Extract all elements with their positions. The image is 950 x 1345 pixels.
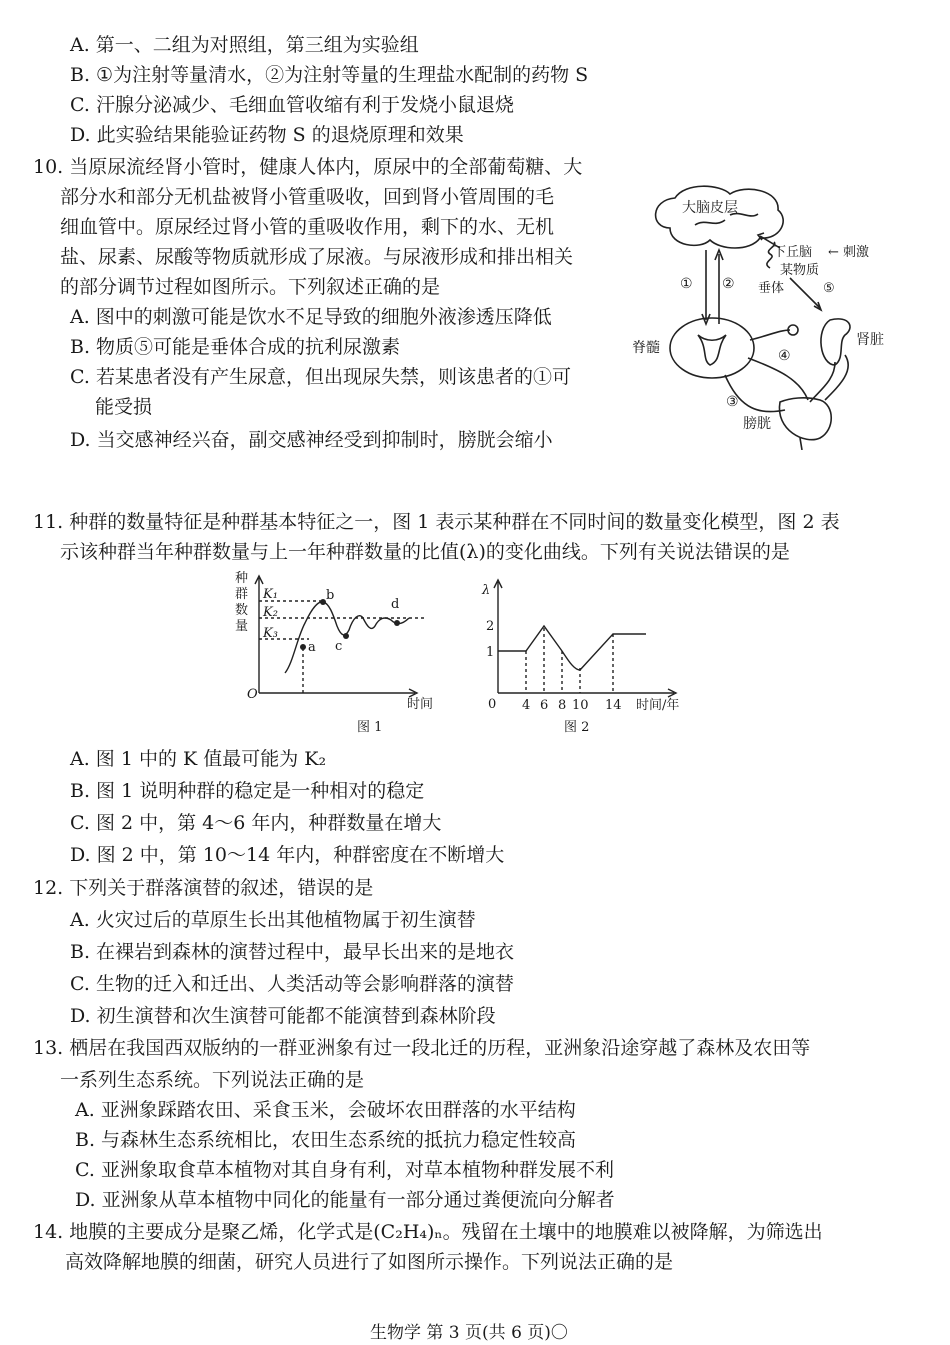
q12-option-d: D. 初生演替和次生演替可能都不能演替到森林阶段 bbox=[70, 1005, 496, 1027]
fig2-ytick-1: 1 bbox=[486, 645, 495, 660]
stimulus-label: ← 刺激 bbox=[828, 245, 870, 260]
q11-option-d: D. 图 2 中，第 10～14 年内，种群密度在不断增大 bbox=[70, 844, 505, 866]
fig2-caption: 图 2 bbox=[564, 720, 590, 735]
fig1-point-a: a bbox=[308, 640, 316, 655]
figure-1-population-curve bbox=[225, 568, 450, 738]
q14-stem-line: 14. 地膜的主要成分是聚乙烯，化学式是(C₂H₄)ₙ。残留在土壤中的地膜难以被降解，为筛选出 bbox=[33, 1221, 823, 1243]
fig2-xtick: 6 bbox=[540, 698, 549, 713]
q13-stem-line: 一系列生态系统。下列说法正确的是 bbox=[60, 1069, 365, 1091]
circle-5-label: ⑤ bbox=[823, 281, 835, 296]
substance-label: 某物质 bbox=[780, 263, 820, 278]
q10-option-a: A. 图中的刺激可能是饮水不足导致的细胞外液渗透压降低 bbox=[70, 306, 552, 328]
fig1-ylabel-char: 量 bbox=[235, 619, 249, 634]
fig1-k2: K₂ bbox=[263, 605, 278, 620]
q10-option-c: C. 若某患者没有产生尿意，但出现尿失禁，则该患者的①可 bbox=[70, 366, 571, 388]
fig1-origin: O bbox=[247, 687, 258, 702]
q9-option-c: C. 汗腺分泌减少、毛细血管收缩有利于发烧小鼠退烧 bbox=[70, 94, 514, 116]
fig1-ylabel-char: 数 bbox=[235, 603, 249, 618]
spine-label: 脊髓 bbox=[632, 340, 660, 356]
q9-option-a: A. 第一、二组为对照组，第三组为实验组 bbox=[70, 34, 419, 56]
q10-stem-line: 盐、尿素、尿酸等物质就形成了尿液。与尿液形成和排出相关 bbox=[60, 246, 574, 268]
q11-stem-line: 示该种群当年种群数量与上一年种群数量的比值(λ)的变化曲线。下列有关说法错误的是 bbox=[60, 541, 790, 563]
fig2-xtick: 14 bbox=[605, 698, 622, 713]
fig1-ylabel-char: 群 bbox=[235, 587, 249, 602]
q11-option-c: C. 图 2 中，第 4～6 年内，种群数量在增大 bbox=[70, 812, 442, 834]
fig1-k3: K₃ bbox=[263, 626, 278, 641]
fig1-caption: 图 1 bbox=[357, 720, 383, 735]
circle-4-label: ④ bbox=[778, 348, 791, 364]
q13-option-b: B. 与森林生态系统相比，农田生态系统的抵抗力稳定性较高 bbox=[75, 1129, 577, 1151]
q10-option-b: B. 物质⑤可能是垂体合成的抗利尿激素 bbox=[70, 336, 401, 358]
pituitary-label: 垂体 bbox=[758, 281, 785, 296]
q11-option-b: B. 图 1 说明种群的稳定是一种相对的稳定 bbox=[70, 780, 425, 802]
fig1-k1: K₁ bbox=[263, 587, 278, 602]
hypothalamus-label: 下丘脑 bbox=[773, 245, 813, 260]
fig2-xtick: 10 bbox=[572, 698, 589, 713]
q14-stem-line: 高效降解地膜的细菌，研究人员进行了如图所示操作。下列说法正确的是 bbox=[65, 1251, 674, 1273]
q10-stem-line: 10. 当原尿流经肾小管时，健康人体内，原尿中的全部葡萄糖、大 bbox=[33, 156, 583, 178]
kidney-label: 肾脏 bbox=[856, 332, 884, 348]
q13-stem-line: 13. 栖居在我国西双版纳的一群亚洲象有过一段北迁的历程，亚洲象沿途穿越了森林及农田等 bbox=[33, 1037, 811, 1059]
circle-2-label: ② bbox=[722, 276, 735, 292]
figure-2-lambda-curve bbox=[478, 568, 698, 738]
q9-option-d: D. 此实验结果能验证药物 S 的退烧原理和效果 bbox=[70, 124, 464, 146]
fig1-point-c: c bbox=[335, 639, 343, 654]
urination-regulation-diagram bbox=[630, 180, 900, 450]
bladder-label: 膀胱 bbox=[743, 416, 771, 432]
q10-stem-line: 部分水和部分无机盐被肾小管重吸收，回到肾小管周围的毛 bbox=[60, 186, 555, 208]
fig2-xlabel: 时间/年 bbox=[636, 698, 680, 713]
q10-option-d: D. 当交感神经兴奋，副交感神经受到抑制时，膀胱会缩小 bbox=[70, 429, 553, 451]
q10-stem-line: 的部分调节过程如图所示。下列叙述正确的是 bbox=[60, 276, 441, 298]
fig1-xlabel: 时间 bbox=[407, 697, 434, 712]
fig2-xtick: 8 bbox=[558, 698, 567, 713]
fig1-point-b: b bbox=[326, 588, 335, 603]
q13-option-c: C. 亚洲象取食草本植物对其自身有利，对草本植物种群发展不利 bbox=[75, 1159, 614, 1181]
q11-option-a: A. 图 1 中的 K 值最可能为 K₂ bbox=[70, 748, 327, 770]
q13-option-a: A. 亚洲象踩踏农田、采食玉米，会破坏农田群落的水平结构 bbox=[75, 1099, 576, 1121]
q13-option-d: D. 亚洲象从草本植物中同化的能量有一部分通过粪便流向分解者 bbox=[75, 1189, 615, 1211]
fig1-ylabel-char: 种 bbox=[235, 571, 249, 586]
q10-option-c-cont: 能受损 bbox=[95, 396, 153, 418]
q12-option-a: A. 火灾过后的草原生长出其他植物属于初生演替 bbox=[70, 909, 476, 931]
fig2-xtick: 4 bbox=[522, 698, 531, 713]
q9-option-b: B. ①为注射等量清水，②为注射等量的生理盐水配制的药物 S bbox=[70, 64, 589, 86]
fig2-ylabel: λ bbox=[482, 583, 491, 598]
circle-3-label: ③ bbox=[726, 394, 739, 410]
q12-option-b: B. 在裸岩到森林的演替过程中，最早长出来的是地衣 bbox=[70, 941, 515, 963]
q11-stem-line: 11. 种群的数量特征是种群基本特征之一，图 1 表示某种群在不同时间的数量变化模型，图 2 表 bbox=[33, 511, 840, 533]
fig1-point-d: d bbox=[391, 597, 400, 612]
q12-stem: 12. 下列关于群落演替的叙述，错误的是 bbox=[33, 877, 374, 899]
fig2-origin: 0 bbox=[488, 697, 497, 712]
q12-option-c: C. 生物的迁入和迁出、人类活动等会影响群落的演替 bbox=[70, 973, 514, 995]
page-footer: 生物学 第 3 页(共 6 页)〇 bbox=[370, 1323, 568, 1343]
cortex-label: 大脑皮层 bbox=[682, 200, 738, 216]
circle-1-label: ① bbox=[680, 276, 693, 292]
fig2-ytick-2: 2 bbox=[486, 619, 495, 634]
q10-stem-line: 细血管中。原尿经过肾小管的重吸收作用，剩下的水、无机 bbox=[60, 216, 555, 238]
